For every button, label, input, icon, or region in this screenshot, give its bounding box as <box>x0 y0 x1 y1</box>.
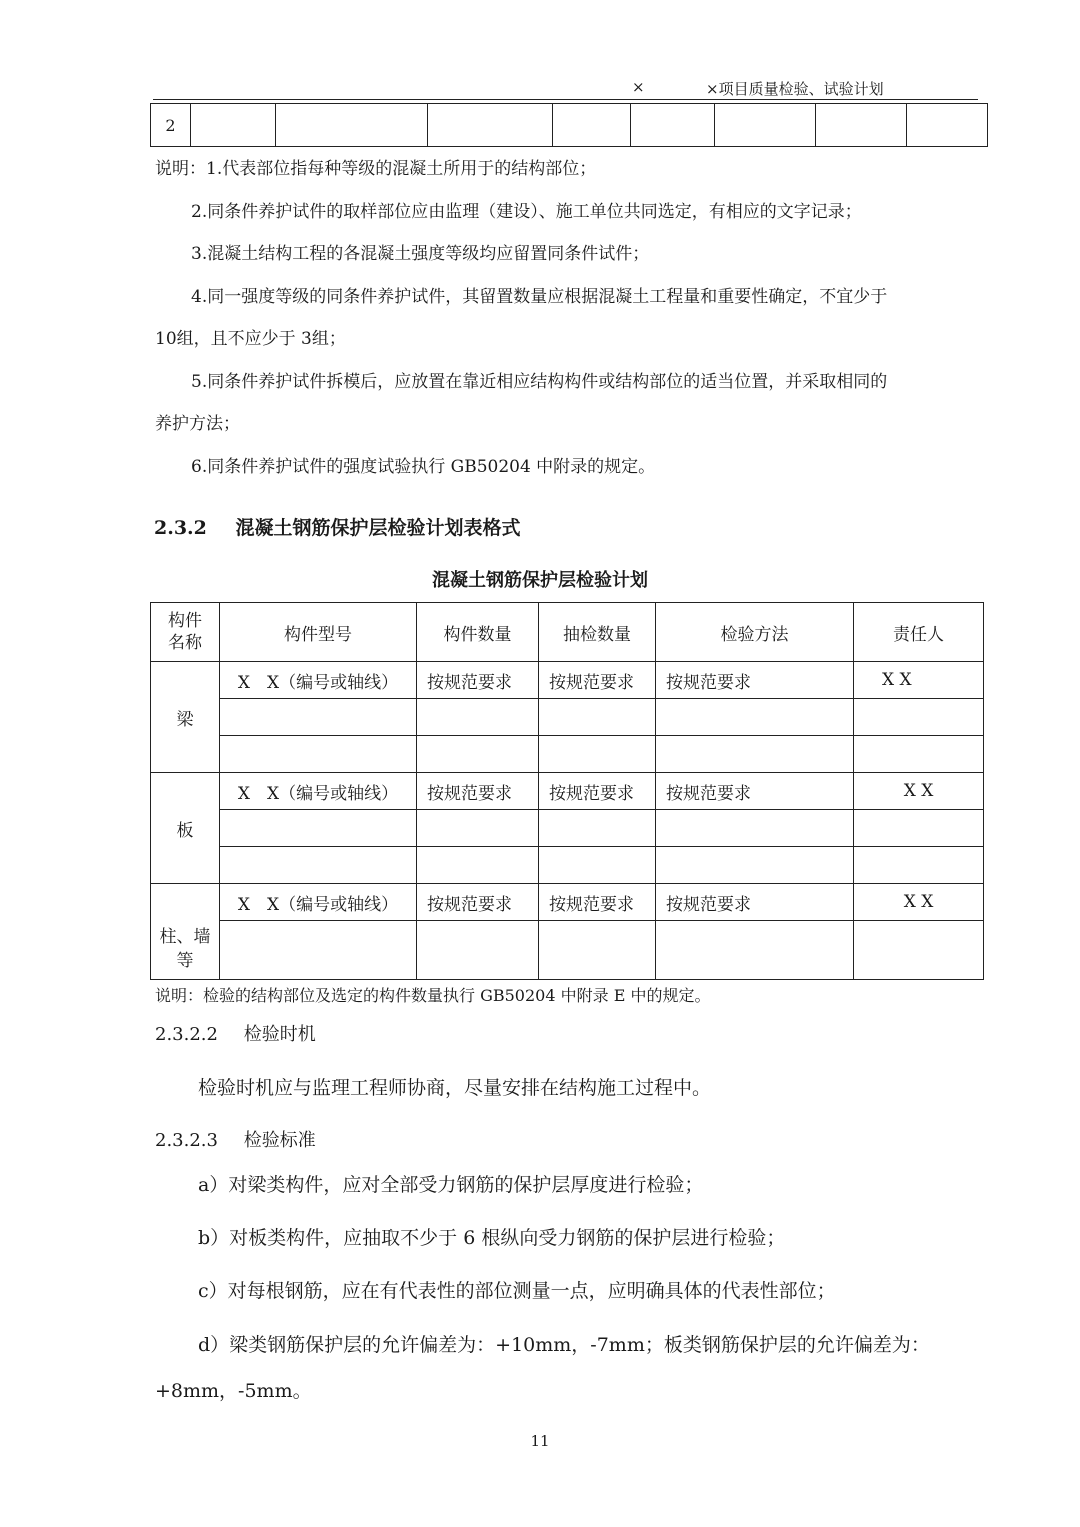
section-heading <box>154 513 521 540</box>
model-cell: X X（编号或轴线） <box>220 773 417 810</box>
header-divider <box>153 99 978 100</box>
table-row <box>151 810 984 847</box>
table-row <box>151 662 984 699</box>
person-cell: X X <box>854 884 984 921</box>
criterion-a: a）对梁类构件，应对全部受力钢筋的保护层厚度进行检验； <box>198 1174 704 1196</box>
criterion-d-line2: +8mm，-5mm。 <box>155 1380 312 1402</box>
criterion-b: b）对板类构件，应抽取不少于 6 根纵向受力钢筋的保护层进行检验； <box>198 1227 786 1249</box>
table-row <box>151 699 984 736</box>
header-mark: × <box>632 78 645 96</box>
sample-cell: 按规范要求 <box>539 773 656 810</box>
group-name-cell: 梁 <box>151 662 220 773</box>
header-person: 责任人 <box>854 603 984 662</box>
note-line-2: 2.同条件养护试件的取样部位应由监理（建设）、施工单位共同选定，有相应的文字记录； <box>191 202 862 222</box>
criterion-c: c）对每根钢筋，应在有代表性的部位测量一点，应明确具体的代表性部位； <box>198 1280 836 1302</box>
model-cell: X X（编号或轴线） <box>220 662 417 699</box>
method-cell: 按规范要求 <box>656 773 854 810</box>
header-quantity: 构件数量 <box>417 603 539 662</box>
note-line-6: 6.同条件养护试件的强度试验执行 GB50204 中附录的规定。 <box>191 457 656 477</box>
qty-cell: 按规范要求 <box>417 884 539 921</box>
person-cell: X X <box>854 773 984 810</box>
section-number: 2.3.2 <box>154 517 207 539</box>
table-row <box>151 847 984 884</box>
header-method: 检验方法 <box>656 603 854 662</box>
subsection-title: 检验标准 <box>243 1130 316 1151</box>
header-title: ×项目质量检验、试验计划 <box>706 80 884 98</box>
table-note: 说明：检验的结构部位及选定的构件数量执行 GB50204 中附录 E 中的规定。 <box>155 986 711 1005</box>
model-cell: X X（编号或轴线） <box>220 884 417 921</box>
header-model: 构件型号 <box>220 603 417 662</box>
table-row <box>151 773 984 810</box>
section-title: 混凝土钢筋保护层检验计划表格式 <box>235 517 521 539</box>
person-cell: X X <box>854 662 984 699</box>
group-name-cell: 板 <box>151 773 220 884</box>
header-sample: 抽检数量 <box>539 603 656 662</box>
note-line-4a: 4.同一强度等级的同条件养护试件，其留置数量应根据混凝土工程量和重要性确定，不宜少于 <box>191 287 888 307</box>
table-row <box>151 921 984 980</box>
page-number: 11 <box>530 1432 550 1450</box>
sample-cell: 按规范要求 <box>539 884 656 921</box>
inspection-table <box>150 602 984 980</box>
table-caption: 混凝土钢筋保护层检验计划 <box>432 570 648 591</box>
group-name-cell: 柱、墙等 <box>159 926 211 971</box>
table-row <box>151 884 984 921</box>
timing-paragraph: 检验时机应与监理工程师协商，尽量安排在结构施工过程中。 <box>198 1077 712 1099</box>
note-line-4b: 10组，且不应少于 3组； <box>155 329 346 349</box>
header-component-name: 构件名称 <box>168 611 202 653</box>
qty-cell: 按规范要求 <box>417 662 539 699</box>
note-line-3: 3.混凝土结构工程的各混凝土强度等级均应留置同条件试件； <box>191 244 650 264</box>
subsection-2322-heading <box>155 1020 316 1046</box>
subsection-number: 2.3.2.2 <box>155 1024 218 1045</box>
method-cell: 按规范要求 <box>656 884 854 921</box>
top-table <box>150 103 988 147</box>
note-line-5a: 5.同条件养护试件拆模后，应放置在靠近相应结构构件或结构部位的适当位置，并采取相同的 <box>191 372 888 392</box>
sample-cell: 按规范要求 <box>539 662 656 699</box>
subsection-title: 检验时机 <box>243 1024 316 1045</box>
note-line-1: 说明：1.代表部位指每种等级的混凝土所用于的结构部位； <box>155 159 597 179</box>
subsection-number: 2.3.2.3 <box>155 1130 218 1151</box>
table-header-row <box>151 603 984 662</box>
criterion-d-line1: d）梁类钢筋保护层的允许偏差为：+10mm，-7mm；板类钢筋保护层的允许偏差为： <box>198 1334 930 1356</box>
subsection-2323-heading <box>155 1126 316 1152</box>
method-cell: 按规范要求 <box>656 662 854 699</box>
table-row <box>151 736 984 773</box>
qty-cell: 按规范要求 <box>417 773 539 810</box>
row-number-cell: 2 <box>151 104 191 147</box>
note-line-5b: 养护方法； <box>155 414 240 434</box>
